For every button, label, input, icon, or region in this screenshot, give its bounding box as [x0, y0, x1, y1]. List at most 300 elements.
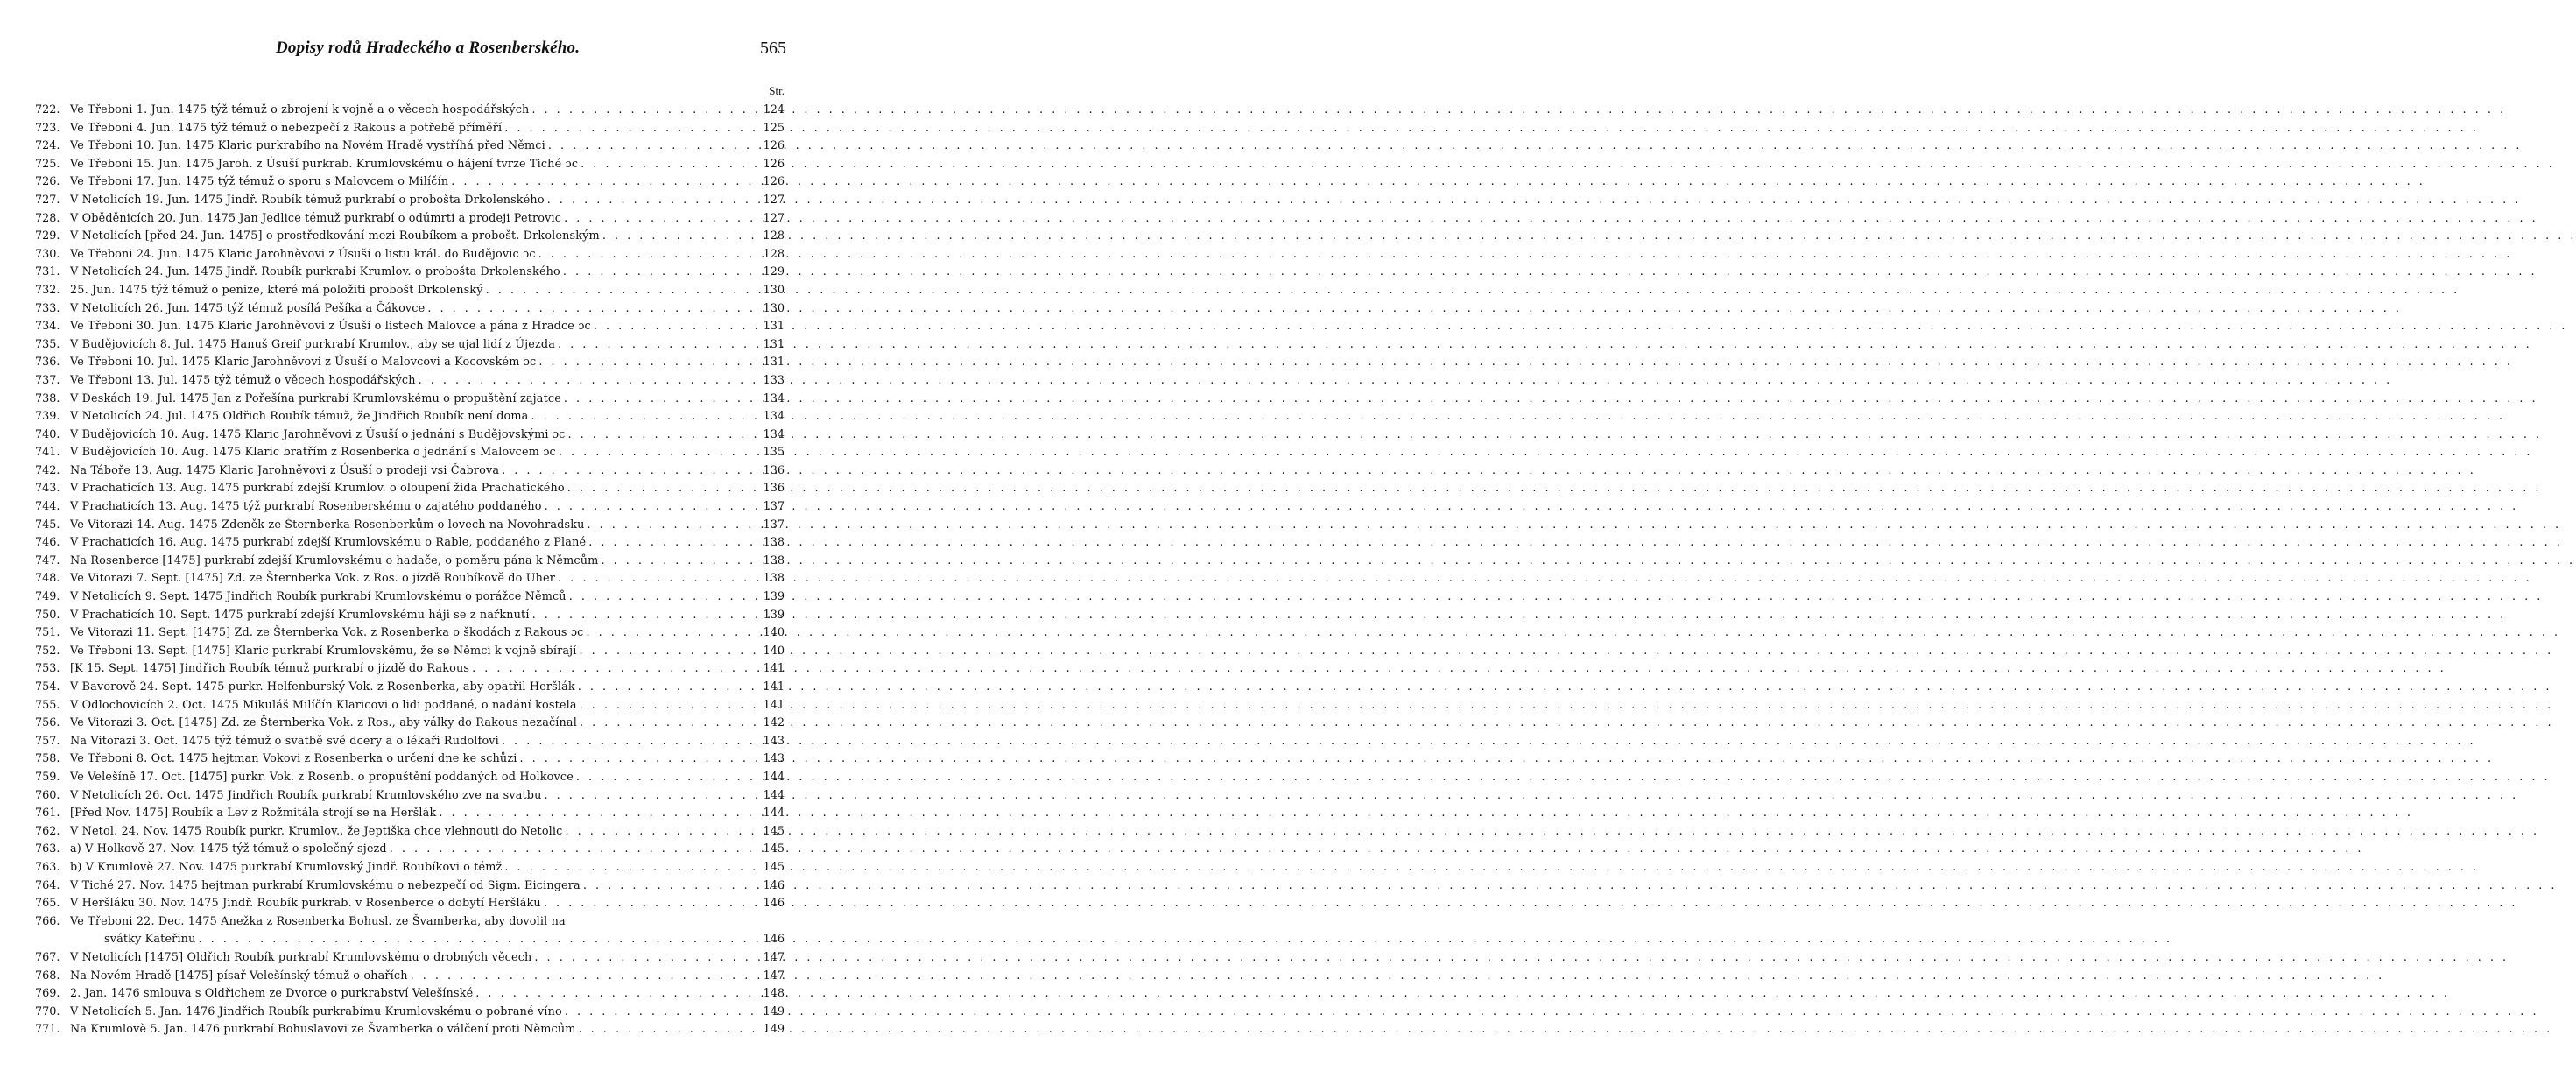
entry-text: V Prachaticích 16. Aug. 1475 purkrabí zdejší Krumlovskému o Rable, poddaného z Plané	[70, 536, 587, 550]
toc-entry	[35, 968, 785, 986]
toc-entry	[35, 120, 785, 138]
dot-leader	[504, 859, 760, 877]
toc-entry	[35, 480, 785, 498]
entry-number: 731.	[35, 265, 60, 279]
dot-leader	[578, 679, 761, 697]
dot-leader	[544, 895, 761, 913]
entry-text: V Budějovicích 8. Jul. 1475 Hanuš Greif purkrabí Krumlov., aby se ujal lidí z Újezda	[70, 337, 556, 351]
dot-leader	[531, 408, 760, 426]
toc-entry	[35, 805, 785, 823]
toc-entry	[35, 372, 785, 391]
toc-entry	[35, 354, 785, 372]
entry-number: 743.	[35, 482, 60, 496]
toc-entry-line	[35, 372, 785, 391]
toc-entry	[35, 1021, 785, 1039]
dot-leader	[472, 660, 761, 679]
entry-text: V Netolicích 19. Jun. 1475 Jindř. Roubík témuž purkrabí o proboštа Drkolenského	[70, 193, 545, 207]
entry-text: b) V Krumlově 27. Nov. 1475 purkrabí Krumlovský Jindř. Roubíkovi o témž	[70, 860, 503, 874]
entry-text: V Netolicích 24. Jul. 1475 Oldřich Roubík témuž, že Jindřich Roubík není doma	[70, 410, 529, 424]
entry-text: V Netolicích [1475] Oldřich Roubík purkrabí Krumlovskému o drobných věcech	[70, 950, 532, 964]
dot-leader	[583, 877, 761, 896]
running-title: Dopisy rodů Hradeckého a Rosenberského.	[276, 39, 581, 57]
toc-entry	[35, 570, 785, 588]
toc-entry	[35, 318, 785, 336]
entry-number: 767.	[35, 950, 60, 964]
toc-entry-line	[35, 192, 785, 210]
entry-number: 754.	[35, 680, 60, 694]
dot-leader	[548, 137, 761, 156]
entry-page: 131	[763, 337, 785, 351]
toc-entry	[35, 102, 785, 120]
entry-text: V Bavorově 24. Sept. 1475 purkr. Helfenburský Vok. z Rosenberka, aby opatřil Heršlák	[70, 680, 575, 694]
entry-page: 131	[763, 356, 785, 370]
toc-entry	[35, 895, 785, 913]
dot-leader	[558, 336, 761, 355]
entry-text: V Oběděnicích 20. Jun. 1475 Jan Jedlice témuž purkrabí o odúmrti a prodeji Petrovic	[70, 211, 562, 225]
entry-text: Ve Vitorazi 3. Oct. [1475] Zd. ze Šternberka Vok. z Ros., aby války do Rakous nezačínal	[70, 716, 577, 730]
entry-number: 737.	[35, 373, 60, 387]
entry-page: 146	[763, 933, 785, 947]
entry-page: 148	[763, 987, 785, 1001]
toc-entry	[35, 336, 785, 355]
entry-page: 126	[763, 175, 785, 189]
entry-number: 745.	[35, 518, 60, 532]
entry-page: 142	[763, 716, 785, 730]
toc-entry-line	[35, 859, 785, 877]
entry-number: 742.	[35, 463, 60, 477]
dot-leader	[565, 823, 760, 842]
entry-number: 744.	[35, 500, 60, 514]
entry-text: V Netolicích [před 24. Jun. 1475] o prostředkování mezi Roubíkem a probošt. Drkolenským	[70, 229, 600, 243]
entry-page: 127	[763, 211, 785, 225]
entry-page: 134	[763, 427, 785, 441]
entry-number: 751.	[35, 626, 60, 640]
toc-entry	[35, 137, 785, 156]
toc-entry	[35, 210, 785, 229]
entry-number: 741.	[35, 446, 60, 460]
toc-entry-line	[35, 750, 785, 769]
toc-entry-line	[35, 534, 785, 553]
entry-number: 736.	[35, 356, 60, 370]
entry-number: 746.	[35, 536, 60, 550]
dot-leader	[601, 553, 760, 571]
entry-text: Ve Třeboni 13. Jul. 1475 týž témuž o věcech hospodářských	[70, 373, 416, 387]
entry-text: Ve Třeboni 8. Oct. 1475 hejtman Vokovi z Rosenberka o určení dne ke schůzi	[70, 752, 517, 766]
entry-page: 128	[763, 247, 785, 261]
toc-entry-line	[35, 300, 785, 319]
entry-page: 146	[763, 878, 785, 892]
entry-text: Ve Třeboni 22. Dec. 1475 Anežka z Rosenberka Bohusl. ze Švamberka, aby dovolil na	[70, 914, 566, 928]
entry-text: Ve Velešíně 17. Oct. [1475] purkr. Vok. z Rosenb. o propuštění poddaných od Holkovce	[70, 770, 574, 784]
toc-entry-line	[35, 282, 785, 300]
entry-number: 734.	[35, 320, 60, 334]
entry-page: 128	[763, 229, 785, 243]
dot-leader	[580, 715, 761, 733]
entry-text: V Prachaticích 13. Aug. 1475 týž purkrabí Rosenberskému o zajatého poddaného	[70, 500, 542, 514]
entry-page: 139	[763, 590, 785, 604]
toc-entry	[35, 859, 785, 877]
entry-page: 145	[763, 860, 785, 874]
entry-text: Na Rosenberce [1475] purkrabí zdejší Krumlovskému o hadače, o poměru pána k Němcům	[70, 553, 599, 567]
dot-leader	[419, 372, 761, 391]
toc-entry	[35, 264, 785, 282]
toc-entry-line	[35, 570, 785, 588]
dot-leader	[580, 643, 761, 661]
toc-entry-line	[35, 787, 785, 806]
entry-number: 740.	[35, 427, 60, 441]
dot-leader	[569, 588, 761, 607]
entry-number: 730.	[35, 247, 60, 261]
entry-number: 764.	[35, 878, 60, 892]
toc-entry-line	[35, 156, 785, 174]
entry-page: 149	[763, 1004, 785, 1018]
dot-leader	[502, 462, 760, 481]
toc-entry-line	[35, 120, 785, 138]
entry-page: 144	[763, 807, 785, 821]
toc-entry-line	[35, 949, 785, 968]
toc-entry	[35, 391, 785, 409]
entry-page: 143	[763, 752, 785, 766]
toc-entry	[35, 787, 785, 806]
entry-text: V Netolicích 24. Jun. 1475 Jindř. Roubík purkrabí Krumlov. o probošta Drkolenského	[70, 265, 560, 279]
entry-text: V Budějovicích 10. Aug. 1475 Klaric bratřím z Rosenberka o jednání s Malovcem ɔc	[70, 446, 556, 460]
toc-entry-line	[35, 173, 785, 192]
dot-leader	[564, 210, 761, 229]
entry-number: 739.	[35, 410, 60, 424]
toc-entry	[35, 841, 785, 859]
entry-page: 138	[763, 572, 785, 586]
toc-entry-line	[35, 210, 785, 229]
toc-entry-line	[35, 607, 785, 625]
entry-text: Ve Vitorazi 7. Sept. [1475] Zd. ze Šternberka Vok. z Ros. o jízdě Roubíkově do Uher	[70, 572, 556, 586]
entry-number: 747.	[35, 553, 60, 567]
entry-text: Na Táboře 13. Aug. 1475 Klaric Jarohněvovi z Úsuší o prodeji vsi Čabrova	[70, 463, 500, 477]
dot-leader	[568, 426, 761, 445]
dot-leader	[576, 769, 761, 787]
toc-entry-line	[35, 462, 785, 481]
dot-leader	[567, 480, 761, 498]
toc-entry-line	[35, 354, 785, 372]
entry-text: Ve Třeboni 15. Jun. 1475 Jaroh. z Úsuší purkrab. Krumlovskému o hájení tvrze Tiché ɔc	[70, 157, 579, 171]
entry-page: 143	[763, 734, 785, 748]
toc-entry	[35, 282, 785, 300]
entry-text: Na Novém Hradě [1475] písař Velešínský témuž o ohařích	[70, 969, 408, 983]
entry-text: Ve Vitorazi 14. Aug. 1475 Zdeněk ze Šternberka Rosenberkům o lovech na Novohradsku	[70, 518, 585, 532]
entry-number: 763.	[35, 860, 60, 874]
toc-entry-line	[35, 498, 785, 517]
dot-leader	[602, 228, 761, 246]
entry-text: [Před Nov. 1475] Roubík a Lev z Rožmitála strojí se na Heršlák	[70, 807, 437, 821]
entry-text: Na Krumlově 5. Jan. 1476 purkrabí Bohuslavovi ze Švamberka o válčení proti Němcům	[70, 1023, 576, 1037]
toc-entry	[35, 588, 785, 607]
toc-entry	[35, 462, 785, 481]
entry-text: Ve Třeboni 13. Sept. [1475] Klaric purkrabí Krumlovskému, že se Němci k vojně sbírají	[70, 644, 577, 658]
toc-entry-line	[35, 336, 785, 355]
entry-page: 145	[763, 824, 785, 838]
toc-entry-line	[35, 444, 785, 462]
toc-entry-line	[35, 1021, 785, 1039]
entry-text: V Netolicích 26. Oct. 1475 Jindřich Roubík purkrabí Krumlovského zve na svatbu	[70, 788, 542, 802]
entry-number: 752.	[35, 644, 60, 658]
entry-page: 131	[763, 320, 785, 334]
dot-leader	[545, 787, 761, 806]
entry-number: 722.	[35, 103, 60, 116]
dot-leader	[565, 1004, 761, 1022]
toc-entry	[35, 534, 785, 553]
dot-leader	[564, 391, 761, 409]
page-column-label: Str.	[769, 84, 785, 97]
toc-entry-line	[35, 426, 785, 445]
entry-page: 147	[763, 969, 785, 983]
toc-entry-line	[35, 805, 785, 823]
toc-entry	[35, 750, 785, 769]
entry-number: 759.	[35, 770, 60, 784]
entry-text: V Netolicích 5. Jan. 1476 Jindřich Roubík purkrabímu Krumlovskému o pobrané víno	[70, 1004, 562, 1018]
entry-page: 137	[763, 500, 785, 514]
entry-page: 140	[763, 644, 785, 658]
entry-page: 136	[763, 463, 785, 477]
toc-entry-line	[35, 697, 785, 715]
entry-page: 140	[763, 626, 785, 640]
toc-entry-line	[35, 769, 785, 787]
document-page	[0, 0, 841, 1085]
entry-page: 136	[763, 482, 785, 496]
entry-number: 753.	[35, 662, 60, 676]
entry-text: V Heršláku 30. Nov. 1475 Jindř. Roubík purkrab. v Rosenberce o dobytí Heršláku	[70, 897, 541, 911]
entry-number: 750.	[35, 608, 60, 622]
dot-leader	[545, 498, 761, 517]
toc-entry	[35, 426, 785, 445]
entry-number: 763.	[35, 842, 60, 856]
entry-page: 125	[763, 121, 785, 135]
entry-number: 725.	[35, 157, 60, 171]
entry-text-continued: svátky Kateřinu	[104, 933, 196, 947]
toc-entry-line	[35, 913, 785, 932]
entry-page: 135	[763, 446, 785, 460]
entry-number: 760.	[35, 788, 60, 802]
dot-leader	[531, 102, 760, 120]
entry-page: 127	[763, 193, 785, 207]
dot-leader	[563, 264, 761, 282]
entry-page: 126	[763, 157, 785, 171]
entry-number: 758.	[35, 752, 60, 766]
dot-leader	[588, 534, 760, 553]
entry-page: 139	[763, 608, 785, 622]
entry-number: 761.	[35, 807, 60, 821]
entry-text: Na Vitorazi 3. Oct. 1475 týž témuž o svatbě své dcery a o lékaři Rudolfovi	[70, 734, 499, 748]
entry-text: Ve Třeboni 10. Jun. 1475 Klaric purkrabího na Novém Hradě vystříhá před Němci	[70, 139, 545, 153]
entry-text: V Deskách 19. Jul. 1475 Jan z Pořešína purkrabí Krumlovskému o propuštění zajatce	[70, 391, 561, 405]
entry-number: 748.	[35, 572, 60, 586]
toc-entry	[35, 733, 785, 751]
toc-entry-line	[35, 318, 785, 336]
toc-entry-line	[35, 517, 785, 535]
entry-text: V Budějovicích 10. Aug. 1475 Klaric Jarohněvovi z Úsuší o jednání s Budějovskými ɔc	[70, 427, 566, 441]
entry-number: 768.	[35, 969, 60, 983]
entry-number: 762.	[35, 824, 60, 838]
dot-leader	[581, 156, 760, 174]
entry-page: 141	[763, 662, 785, 676]
entry-text: V Netol. 24. Nov. 1475 Roubík purkr. Krumlov., že Jeptiška chce vlehnouti do Netolic	[70, 824, 563, 838]
dot-leader	[587, 624, 761, 643]
entry-page: 149	[763, 1023, 785, 1037]
toc-entry	[35, 553, 785, 571]
entry-number: 755.	[35, 698, 60, 712]
dot-leader	[198, 931, 760, 949]
toc-entry	[35, 624, 785, 643]
dot-leader	[538, 246, 761, 264]
toc-entry-line	[35, 733, 785, 751]
entry-text: V Tiché 27. Nov. 1475 hejtman purkrabí Krumlovskému o nebezpečí od Sigm. Eicingera	[70, 878, 581, 892]
toc-entry	[35, 660, 785, 679]
toc-entry	[35, 444, 785, 462]
entry-page: 124	[763, 103, 785, 116]
entry-text: V Prachaticích 13. Aug. 1475 purkrabí zdejší Krumlov. o oloupení žida Prachatického	[70, 482, 565, 496]
entry-number: 727.	[35, 193, 60, 207]
toc-entry	[35, 498, 785, 517]
dot-leader	[439, 805, 760, 823]
dot-leader	[534, 949, 760, 968]
entry-number: 726.	[35, 175, 60, 189]
toc-entry	[35, 949, 785, 968]
dot-leader	[579, 1021, 761, 1039]
entry-page: 147	[763, 950, 785, 964]
toc-entry-line	[35, 985, 785, 1004]
entry-number: 770.	[35, 1004, 60, 1018]
entry-page: 133	[763, 373, 785, 387]
entry-page: 144	[763, 788, 785, 802]
entry-text: Ve Třeboni 1. Jun. 1475 týž témuž o zbrojení k vojně a o věcech hospodářských	[70, 103, 530, 116]
toc-entry-line	[35, 480, 785, 498]
entry-text: V Netolicích 9. Sept. 1475 Jindřich Roubík purkrabí Krumlovskému o porážce Němců	[70, 590, 567, 604]
toc-entry-line	[35, 553, 785, 571]
dot-leader	[411, 968, 761, 986]
toc-entry	[35, 517, 785, 535]
entry-page: 126	[763, 139, 785, 153]
toc-entry-line	[35, 391, 785, 409]
toc-entry-line	[35, 137, 785, 156]
toc-entry-line	[35, 823, 785, 842]
toc-entry-line	[35, 1004, 785, 1022]
entry-page: 141	[763, 698, 785, 712]
entry-number: 724.	[35, 139, 60, 153]
entry-page: 129	[763, 265, 785, 279]
dot-leader	[558, 570, 761, 588]
dot-leader	[486, 282, 761, 300]
entry-number: 733.	[35, 301, 60, 315]
toc-entry-line	[35, 715, 785, 733]
toc-entry-line	[35, 643, 785, 661]
toc-entry	[35, 173, 785, 192]
entry-page: 134	[763, 391, 785, 405]
toc-entry-line	[35, 246, 785, 264]
entry-number: 765.	[35, 897, 60, 911]
entry-text: Ve Třeboni 4. Jun. 1475 týž témuž o nebezpečí z Rakous a potřebě příměří	[70, 121, 503, 135]
entry-number: 728.	[35, 211, 60, 225]
toc-entry	[35, 643, 785, 661]
entry-text: V Prachaticích 10. Sept. 1475 purkrabí zdejší Krumlovskému háji se z nařknutí	[70, 608, 530, 622]
dot-leader	[475, 985, 760, 1004]
entry-page: 130	[763, 283, 785, 297]
entry-text: V Netolicích 26. Jun. 1475 týž témuž posílá Pešíka a Čákovce	[70, 301, 426, 315]
entry-number: 723.	[35, 121, 60, 135]
page-number: 565	[760, 39, 786, 58]
entry-page: 144	[763, 770, 785, 784]
entry-text: [K 15. Sept. 1475] Jindřich Roubík témuž purkrabí o jízdě do Rakous	[70, 662, 470, 676]
toc-entry	[35, 300, 785, 319]
entry-page: 137	[763, 518, 785, 532]
entry-page: 141	[763, 680, 785, 694]
toc-entry	[35, 697, 785, 715]
entry-number: 769.	[35, 987, 60, 1001]
toc-entry	[35, 156, 785, 174]
dot-leader	[504, 120, 760, 138]
entry-number: 735.	[35, 337, 60, 351]
entry-text: a) V Holkově 27. Nov. 1475 týž témuž o společný sjezd	[70, 842, 387, 856]
toc-entry-line	[35, 588, 785, 607]
dot-leader	[451, 173, 760, 192]
dot-leader	[538, 354, 760, 372]
toc-entry	[35, 192, 785, 210]
toc-entry	[35, 823, 785, 842]
entry-number: 766.	[35, 914, 60, 928]
dot-leader	[532, 607, 761, 625]
entry-page: 146	[763, 897, 785, 911]
entry-number: 729.	[35, 229, 60, 243]
entry-number: 738.	[35, 391, 60, 405]
entry-number: 756.	[35, 716, 60, 730]
entry-page: 138	[763, 536, 785, 550]
entry-text: V Odlochovicích 2. Oct. 1475 Mikuláš Milíčín Klaricovi o lidi poddané, o nadání kostela	[70, 698, 577, 712]
toc-entry	[35, 228, 785, 246]
entry-text: 25. Jun. 1475 týž témuž o penize, které má položiti probošt Drkolenský	[70, 283, 483, 297]
toc-entry-line	[35, 877, 785, 896]
table-of-contents	[35, 102, 785, 1039]
entry-text: Ve Třeboni 17. Jun. 1475 týž témuž o sporu s Malovcem o Milíčín	[70, 175, 449, 189]
dot-leader	[594, 318, 761, 336]
toc-entry-line	[35, 102, 785, 120]
dot-leader	[427, 300, 760, 319]
toc-entry-line	[35, 624, 785, 643]
entry-page: 145	[763, 842, 785, 856]
entry-number: 732.	[35, 283, 60, 297]
entry-text: Ve Třeboni 24. Jun. 1475 Klaric Jarohněvovi z Úsuší o listu král. do Budějovic ɔc	[70, 247, 536, 261]
toc-entry	[35, 877, 785, 896]
entry-page: 130	[763, 301, 785, 315]
entry-text: Ve Třeboni 10. Jul. 1475 Klaric Jarohněvovi z Úsuší o Malovcovi a Kocovském ɔc	[70, 356, 537, 370]
entry-number: 749.	[35, 590, 60, 604]
entry-text: 2. Jan. 1476 smlouva s Oldřichem ze Dvorce o purkrabství Velešínské	[70, 987, 474, 1001]
toc-entry-line	[35, 228, 785, 246]
toc-entry	[35, 715, 785, 733]
toc-entry-line	[35, 408, 785, 426]
dot-leader	[519, 750, 760, 769]
entry-number: 757.	[35, 734, 60, 748]
entry-text: Ve Vitorazi 11. Sept. [1475] Zd. ze Šternberka Vok. z Rosenberka o škodách z Rakous ɔc	[70, 626, 584, 640]
toc-entry	[35, 1004, 785, 1022]
toc-entry-line	[35, 660, 785, 679]
toc-entry	[35, 913, 785, 949]
dot-leader	[502, 733, 761, 751]
toc-entry-line	[35, 264, 785, 282]
entry-number: 771.	[35, 1023, 60, 1037]
toc-entry	[35, 985, 785, 1004]
toc-entry	[35, 769, 785, 787]
toc-entry-line	[35, 679, 785, 697]
toc-entry	[35, 408, 785, 426]
toc-entry-line	[35, 968, 785, 986]
dot-leader	[547, 192, 761, 210]
